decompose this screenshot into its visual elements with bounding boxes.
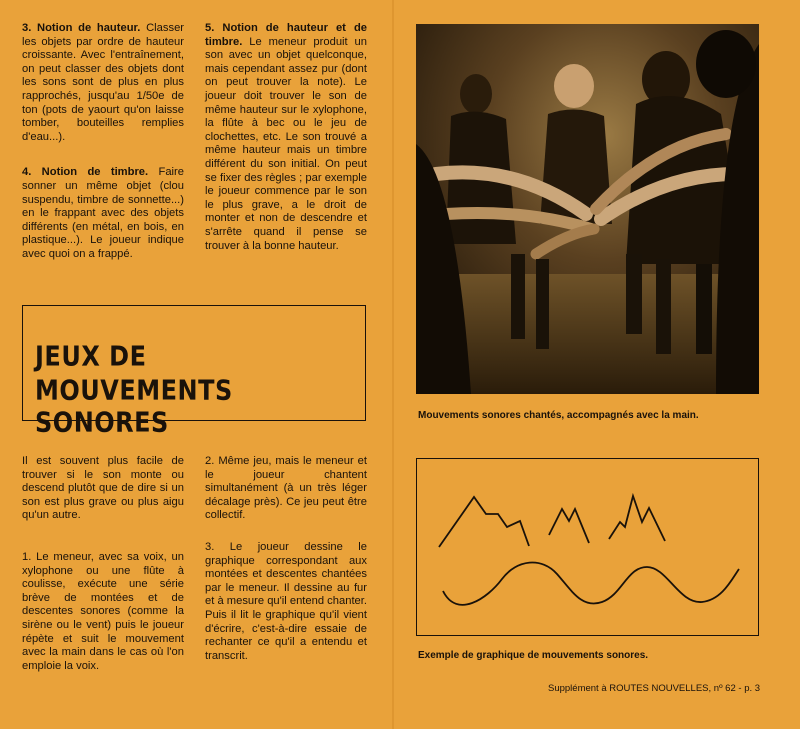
intro-paragraph: Il est souvent plus facile de trouver si le son monte ou descend plutôt que de dire si un son est plus grave ou plus aigu qu'un autre. [22, 455, 184, 522]
heading-box [22, 305, 366, 439]
graph-box [416, 458, 759, 636]
photo-caption: Mouvements sonores chantés, accompagnés avec la main. [418, 410, 699, 421]
heading-line-1: JEUX DE [35, 340, 147, 373]
column-left-bottom [22, 455, 184, 692]
game-2: 2. Même jeu, mais le meneur et le joueur chantent simultanément (à un très léger décalage près). Ce jeu peut être collectif. [205, 455, 367, 522]
section-4: 4. Notion de timbre. Faire sonner un même objet (clou suspendu, timbre de sonnette...) en le frappant avec des objets différents (en métal, en bois, en plastique...). Le joueur indique avec quoi on a frappé. [22, 166, 184, 260]
column-left-top [22, 22, 184, 281]
graph-wave-line [443, 563, 739, 605]
graph-zigzag-line [549, 509, 589, 543]
page-fold [392, 0, 394, 729]
graph-caption: Exemple de graphique de mouvements sonores. [418, 650, 649, 661]
children-photo [416, 24, 759, 394]
section-5: 5. Notion de hauteur et de timbre. Le meneur produit un son avec un objet quelconque, mais cependant assez pur (dont on peut trouver la note). Le joueur doit trouver le son de même hauteur sur le xylophone, la flûte à bec ou le jeu de clochettes, etc. Le son trouvé a même hauteur mais un timbre différent du son initial. On peut se fixer des règles ; par exemple le joueur commence par le son le plus grave, a le droit de monter et non de descendre et s'arrête quand il pense se trouver à la bonne hauteur. [205, 22, 368, 252]
game-3: 3. Le joueur dessine le graphique correspondant aux montées et descentes chantées par le meneur. Il dessine au fur et à mesure qu'il entend chanter. Puis il lit le graphique qu'il vient d'écrire, c'est-à-dire essaie de rechanter ce qu'il a entendu et transcrit. [205, 540, 367, 662]
graph-zigzag-line [609, 496, 665, 541]
page-footer: Supplément à ROUTES NOUVELLES, nº 62 - p. 3 [548, 683, 761, 694]
heading-line-2: MOUVEMENTS SONORES [35, 374, 233, 439]
photo-illustration [416, 24, 759, 394]
sound-movement-graph [417, 459, 758, 635]
section-3: 3. Notion de hauteur. Classer les objets par ordre de hauteur croissante. Avec l'entraînement, on peut classer des objets dont les sons sont de plus en plus rapprochés, jusqu'au 1/50e de ton (pots de yaourt qu'on laisse tomber, bouteilles remplies d'eau...). [22, 22, 185, 143]
game-1: 1. Le meneur, avec sa voix, un xylophone ou une flûte à coulisse, exécute une série brève de montées et de descentes sonores (comme la sirène ou le vent) puis le joueur répète et suit le mouvement avec la main dans le cas où l'on emploie la voix. [22, 550, 184, 672]
column-mid-top [205, 22, 367, 272]
column-mid-bottom [205, 455, 367, 682]
graph-zigzag-line [439, 497, 529, 547]
